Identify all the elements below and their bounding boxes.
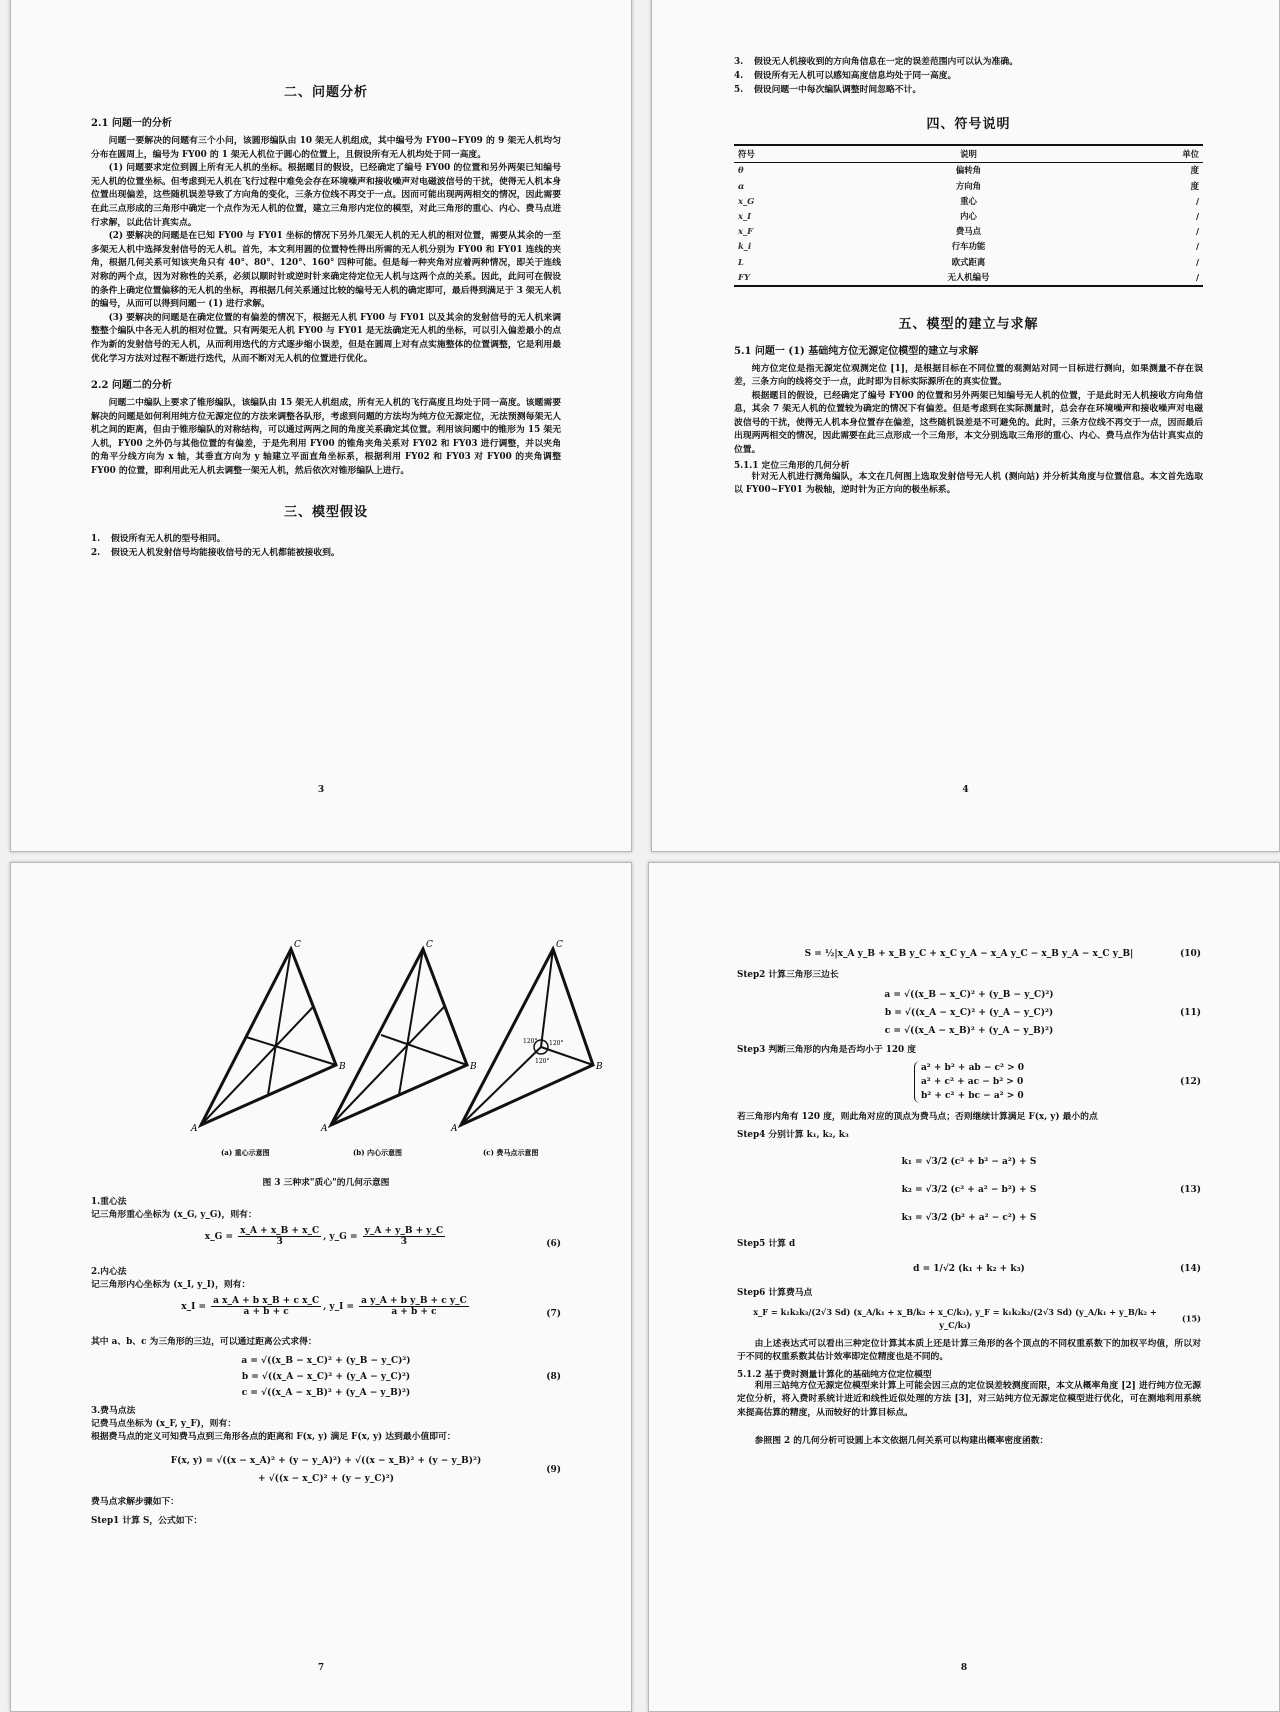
step-5: Step5 计算 d bbox=[737, 1238, 796, 1249]
table-header: 单位 bbox=[1086, 145, 1203, 163]
equation-14: d = 1/√2 (k₁ + k₂ + k₃) (14) bbox=[913, 1263, 1201, 1274]
subsection-title-5-1-2: 5.1.2 基于费时测量计算化的基础纯方位定位模型 bbox=[737, 1369, 932, 1380]
list-item: 3. 假设无人机接收到的方向角信息在一定的误差范围内可以认为准确。 bbox=[734, 57, 1018, 67]
vertex-label: A bbox=[191, 1124, 198, 1134]
table-row: x_G 重心 / bbox=[738, 195, 1199, 206]
list-item: 5. 假设问题一中每次编队调整时间忽略不计。 bbox=[734, 85, 922, 95]
page-number: 7 bbox=[317, 1663, 325, 1673]
vertex-label: A bbox=[321, 1124, 328, 1134]
subfigure-label: (b) 内心示意图 bbox=[353, 1148, 402, 1157]
subsection-title-5-1-1: 5.1.1 定位三角形的几何分析 bbox=[734, 460, 850, 471]
list-item: 4. 假设所有无人机可以感知高度信息均处于同一高度。 bbox=[734, 71, 957, 81]
section-title-problem-analysis: 二、问题分析 bbox=[283, 85, 368, 100]
list-item: 1. 假设所有无人机的型号相同。 bbox=[91, 533, 226, 544]
section-title-assumptions: 三、模型假设 bbox=[283, 504, 368, 520]
paragraph: 参照图 2 的几何分析可设圆上本文依据几何关系可以构建出概率密度函数： bbox=[754, 1435, 1049, 1446]
symbol-table bbox=[734, 144, 1203, 287]
subfigure-label: (a) 重心示意图 bbox=[221, 1148, 270, 1157]
method-intro: 记三角形重心坐标为 (x_G, y_G)，则有： bbox=[91, 1210, 257, 1220]
document-page-4 bbox=[651, 0, 1280, 852]
equation-11: a = √((x_B − x_C)² + (y_B − y_C)²) b = √((x_A − x_C)² + (y_A − y_C)²) c = √((x_A − x_B)² + (y_A − y_B)²) (11) bbox=[884, 990, 1201, 1036]
section-title-symbols: 四、符号说明 bbox=[926, 117, 1011, 132]
equation-6: x_G = $\frac{x\_A + x\_B + x\_C}{3}$ , y_G = $\frac{y\_A + y\_B + y\_C}{3}$ (6) bbox=[204, 1226, 561, 1249]
method-intro: 记三角形内心坐标为 (x_I, y_I)，则有： bbox=[91, 1280, 251, 1290]
subsection-title-2-2: 2.2 问题二的分析 bbox=[91, 380, 172, 392]
page-number: 4 bbox=[962, 785, 969, 795]
step-4: Step4 分别计算 k₁, k₂, k₃ bbox=[737, 1129, 849, 1140]
method-title: 2.内心法 bbox=[91, 1267, 127, 1277]
section-title-model: 五、模型的建立与求解 bbox=[898, 316, 1039, 332]
method-description: 根据费马点的定义可知费马点到三角形各点的距离和 F(x, y) 满足 F(x, y) 达到最小值即可： bbox=[91, 1432, 456, 1442]
steps-title: 费马点求解步骤如下： bbox=[91, 1497, 179, 1507]
table-header: 说明 bbox=[851, 145, 1086, 163]
vertex-label: B bbox=[339, 1062, 346, 1072]
document-page-8 bbox=[648, 862, 1280, 1712]
page-number: 8 bbox=[960, 1663, 968, 1673]
paragraph: 问题一要解决的问题有三个小问，该圆形编队由 10 架无人机组成，其中编号为 FY00~FY09 的 9 架无人机均匀分布在圆周上，编号为 FY00 的 1 架无人机位于圆心的位置上，且假设所有无人机均处于同一高度。 bbox=[91, 136, 561, 160]
paragraph: (2) 要解决的问题是在已知 FY00 与 FY01 坐标的情况下另外几架无人机的无人机的相对位置，需要从其余的一至多架无人机中选择发射信号的无人机。首先，本文利用圆的位置特性得出所需的无人机分别为 FY00 和 FY01 连线的夹角，根据几何关系可知该夹角只有 40°、80°、120°、160° 四种可能。但是每一种夹角对应着两种情况，即关于连线对称的两个点，因为对称性的关系，必须以顺时针或逆时针来确定待定位无人机与这两个点的关系。因此，此问可在假设的条件上确定位置偏移的无人机的坐标，再根据几何关系通过比较的编号无人机的确定即可，最后得到满足于 3 架无人机的编号，从而可以得到问题一 (1) 进行求解。 bbox=[91, 231, 561, 310]
list-item: 2. 假设无人机发射信号均能接收信号的无人机都能被接收到。 bbox=[91, 547, 340, 558]
table-row: x_I 内心 / bbox=[738, 210, 1199, 221]
equation-13: k₁ = √3/2 (c² + b² − a²) + S k₂ = √3/2 (c² + a² − b²) + S k₃ = √3/2 (b² + a² − c²) + S (13) bbox=[901, 1156, 1201, 1223]
vertex-label: A bbox=[451, 1124, 458, 1134]
paragraph: 问题二中编队上要求了锥形编队，该编队由 15 架无人机组成，所有无人机的飞行高度且均处于同一高度。该题需要解决的问题是如何利用纯方位无源定位的方法来调整各队形，考虑到问题的方法均为纯方位无源定位，无法预测每架无人机之间的距离，但由于锥形编队的对称结构，可以通过两两之间的角度关系确定其位置。利用该问题中的锥形为 15 架无人机，FY00 之外仍与其他位置的有偏差，于是先利用 FY00 的锥角夹角关系对 FY02 和 FY03 进行调整，并以夹角的角平分线方向为 x 轴，其垂直方向为 y 轴建立平面直角坐标系，根据利用 FY02 和 FY03 对 FY00 的夹角调整 FY00 的位置，即利用此无人机去调整一架无人机，然后依次对锥形编队上进行。 bbox=[91, 398, 561, 477]
equation-7: x_I = $\frac{\text{a x\_A + b x\_B + c x\_C}}{a + b + c}$ , y_I = $\frac{\text{a y\_A + b y\_B + c y\_C}}{a + b + c}$ (7) bbox=[181, 1296, 561, 1319]
equation-12: a² + b² + ab − c² > 0 a² + c² + ac − b² > 0 b² + c² + bc − a² > 0 (12) bbox=[737, 1061, 1201, 1103]
vertex-label: B bbox=[596, 1062, 603, 1072]
equation-8: a = √((x_B − x_C)² + (y_B − y_C)²) b = √((x_A − x_C)² + (y_A − y_C)²) c = √((x_A − x_B)² + (y_A − y_B)²) (8) bbox=[241, 1356, 561, 1398]
step-2: Step2 计算三角形三边长 bbox=[737, 970, 839, 980]
method-title: 3.费马点法 bbox=[91, 1406, 136, 1416]
vertex-label: C bbox=[556, 940, 563, 950]
angle-label: 120° bbox=[523, 1038, 538, 1045]
table-row: FY 无人机编号 / bbox=[734, 269, 1203, 285]
document-page-3 bbox=[10, 0, 632, 852]
figure-caption: 图 3 三种求"质心"的几何示意图 bbox=[262, 1178, 390, 1188]
table-row: α 方向角 度 bbox=[738, 180, 1199, 191]
paragraph: (3) 要解决的问题是在确定位置的有偏差的情况下，根据无人机 FY00 与 FY01 以及其余的发射信号的无人机来调整整个编队中各无人机的相对位置。只有两架无人机 FY00 与 FY01 是无法确定无人机的坐标，可以引入偏差最小的点作为新的发射信号的无人机，从而利用迭代的方式逐步缩小误差，但是在圆周上对有点实施整体的位置调整，它是利用最优化学习方法对过程不断进行迭代，从而不断对无人机的位置进行优化。 bbox=[91, 312, 561, 364]
triangle-centers-figure bbox=[131, 935, 611, 1175]
method-intro: 记费马点坐标为 (x_F, y_F)，则有： bbox=[91, 1419, 237, 1429]
subfigure-label: (c) 费马点示意图 bbox=[483, 1148, 539, 1157]
angle-label: 120° bbox=[549, 1040, 564, 1047]
step-3-note: 若三角形内角有 120 度，则此角对应的顶点为费马点；否则继续计算满足 F(x, y) 最小的点 bbox=[737, 1112, 1098, 1122]
equation-note: 其中 a、b、c 为三角形的三边，可以通过距离公式求得： bbox=[91, 1337, 317, 1347]
equation-10: S = ½|x_A y_B + x_B y_C + x_C y_A − x_A y_C − x_B y_A − x_C y_B| (10) bbox=[804, 949, 1201, 959]
step-3: Step3 判断三角形的内角是否均小于 120 度 bbox=[737, 1045, 916, 1055]
document-page-7 bbox=[10, 862, 632, 1712]
vertex-label: B bbox=[470, 1062, 477, 1072]
assumption-list-continued bbox=[734, 55, 1203, 97]
page-number: 3 bbox=[317, 785, 325, 795]
table-row: k_i 行车功能 / bbox=[738, 241, 1199, 252]
paragraph: 根据题目的假设，已经确定了编号 FY00 的位置和另外两架已知编号无人机的位置，于是此时无人机接收方向角信息，其余 7 架无人机的位置较为确定的情况下有偏差。但是考虑到在实际测量时，总会存在环境噪声和接收噪声对电磁波信号的干扰，使得无人机本身位置存在偏差，这些随机误差是不可避免的。此时，三条方位线不再交于一点，因而最后出现两两相交的情况，因此需要在此三点形成一个三角形，本文分别选取三角形的重心、内心、费马点作为估计真实点的位置。 bbox=[734, 390, 1203, 456]
subsection-title-2-1: 2.1 问题一的分析 bbox=[91, 118, 172, 129]
step-1: Step1 计算 S，公式如下： bbox=[91, 1516, 203, 1526]
assumption-list bbox=[91, 532, 561, 560]
table-row: θ 偏转角 度 bbox=[738, 165, 1199, 176]
paragraph: 利用三站纯方位无源定位模型来计算上可能会因三点的定位误差较测度而限，本文从概率角度 [2] 进行纯方位无源定位分析，将入费时系统计进近和线性近似处理的方法 [3]，对三站纯方位无源定位模型进行优化，可在测地利用系统来提高估算的精度，从而较好的计算目标点。 bbox=[737, 1380, 1201, 1418]
table-header: 符号 bbox=[734, 145, 851, 163]
equation-9: F(x, y) = √((x − x_A)² + (y − y_A)²) + √((x − x_B)² + (y − y_B)²) + √((x − x_C)² + (y − y_C)²) (9) bbox=[170, 1456, 561, 1484]
paragraph: 针对无人机进行测角编队，本文在几何图上选取发射信号无人机 (测向站) 并分析其角度与位置信息。本文首先选取以 FY00~FY01 为极轴，逆时针为正方向的极坐标系。 bbox=[734, 471, 1203, 496]
triangle-fermat bbox=[450, 940, 603, 1157]
table-row: x_F 费马点 / bbox=[738, 226, 1199, 237]
vertex-label: C bbox=[426, 940, 433, 950]
vertex-label: C bbox=[294, 940, 301, 950]
paragraph: (1) 问题要求定位到圆上所有无人机的坐标。根据题目的假设，已经确定了编号 FY00 的位置和另外两架已知编号无人机的位置坐标。但考虑到无人机在飞行过程中难免会存在环境噪声和接收噪声对电磁波信号的干扰，使得无人机本身位置出现偏差，这些随机误差导致了方向角的变化，三条方位线不再交于一点。因而可能出现两两相交的情况，因此需要在此三点形成的三角形中确定一个点作为无人机的位置，建立三角形内定位的模型，对此三角形的重心、内心、费马点进行求解，以此估计真实点。 bbox=[91, 163, 561, 228]
method-title: 1.重心法 bbox=[91, 1197, 127, 1207]
step-6: Step6 计算费马点 bbox=[737, 1287, 813, 1298]
equation-15: x_F = k₁k₂k₃/(2√3 Sd) (x_A/k₁ + x_B/k₂ + x_C/k₃), y_F = k₁k₂k₃/(2√3 Sd) (y_A/k₁ + y_B/k₂ + y_C/k₃) (15) bbox=[753, 1306, 1201, 1330]
paragraph: 由上述表达式可以看出三种定位计算其本质上还是计算三角形的各个顶点的不同权重系数下的加权平均值，所以对于不同的权重系数其估计效率即定位精度也是不同的。 bbox=[737, 1338, 1201, 1363]
angle-label: 120° bbox=[535, 1058, 550, 1065]
subsection-title-5-1: 5.1 问题一 (1) 基础纯方位无源定位模型的建立与求解 bbox=[734, 345, 979, 357]
paragraph: 纯方位定位是指无源定位观测定位 [1]，是根据目标在不同位置的观测站对同一目标进行测向，如果测量不存在误差，三条方向的线将交于一点，此时即为目标实际源所在的真实位置。 bbox=[734, 363, 1203, 388]
table-row: L 欧式距离 / bbox=[738, 256, 1199, 267]
